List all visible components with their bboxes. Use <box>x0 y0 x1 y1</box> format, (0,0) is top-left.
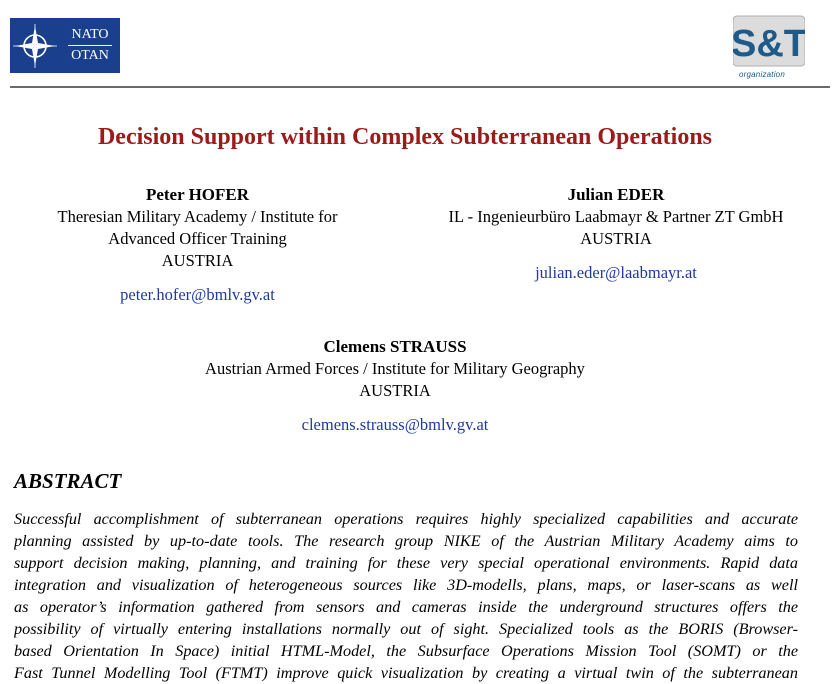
author-affiliation: IL - Ingenieurbüro Laabmayr & Partner ZT GmbH <box>448 207 784 226</box>
author-affiliation: Advanced Officer Training <box>108 229 287 248</box>
header-rule <box>10 86 830 88</box>
author-block-eder <box>430 184 802 284</box>
nato-otan-logo <box>10 18 120 73</box>
st-logo-caption: organization <box>739 70 785 79</box>
author-country: AUSTRIA <box>161 251 234 270</box>
author-affiliation: Theresian Military Academy / Institute for <box>57 207 338 226</box>
nato-compass-rose-icon <box>10 18 60 73</box>
abstract-line: Fast Tunnel Modelling Tool (FTMT) improve quick visualization by creating a virtual twin of the subterranean <box>14 664 798 682</box>
abstract-line: based Orientation In Space) initial HTML-Model, the Subsurface Operations Mission Tool (SOMT) or the <box>14 642 798 660</box>
abstract-line: planning assisted by up-to-date tools. The research group NIKE of the Austrian Military Academy aims to <box>14 532 798 550</box>
author-name: Julian EDER <box>567 185 665 204</box>
abstract-heading: ABSTRACT <box>14 469 122 493</box>
author-email-link[interactable]: julian.eder@laabmayr.at <box>535 263 697 282</box>
abstract-body <box>14 508 798 684</box>
abstract-line: possibility of virtually entering installations normally out of sight. Specialized tools as the BORIS (Browser- <box>14 620 798 638</box>
author-block-strauss <box>150 336 640 436</box>
abstract-line: Successful accomplishment of subterranean operations requires highly specialized capabilities and accurate <box>14 510 798 528</box>
otan-label: OTAN <box>71 48 109 63</box>
nato-label: NATO <box>71 27 109 42</box>
abstract-line: as operator’s information gathered from sensors and cameras inside the underground structures offers the <box>14 598 798 616</box>
author-name: Clemens STRAUSS <box>323 337 467 356</box>
abstract-line: support decision making, planning, and training for these very special operational environments. Rapid data <box>14 554 798 572</box>
author-email-link[interactable]: clemens.strauss@bmlv.gv.at <box>301 415 489 434</box>
author-country: AUSTRIA <box>359 381 431 400</box>
st-logo-mark: S&T <box>733 23 805 65</box>
paper-title: Decision Support within Complex Subterranean Operations <box>97 124 713 150</box>
nato-otan-wordmark <box>60 18 120 73</box>
abstract-line: integration and visualization of heterogeneous sources like 3D-modells, plans, maps, or laser-scans as well <box>14 576 798 594</box>
author-country: AUSTRIA <box>580 229 652 248</box>
author-affiliation: Austrian Armed Forces / Institute for Military Geography <box>205 359 585 378</box>
author-name: Peter HOFER <box>145 185 250 204</box>
nato-divider <box>68 45 112 46</box>
author-block-hofer <box>20 184 375 306</box>
author-email-link[interactable]: peter.hofer@bmlv.gv.at <box>120 285 275 304</box>
